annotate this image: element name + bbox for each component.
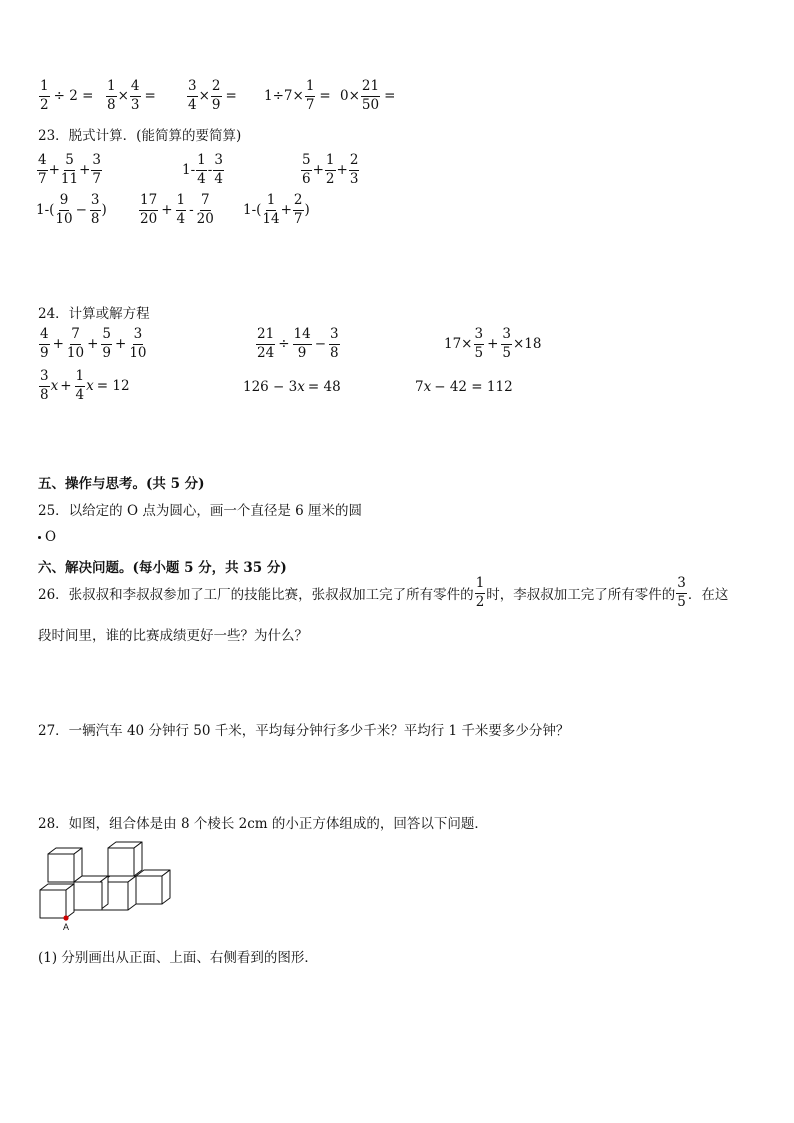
- q24-expr-2: $\frac{21}{24}$ ÷ $\frac{14}{9}$ − $\frac{3}{8}$: [257, 326, 339, 361]
- q25-text: 25．以给定的 O 点为圆心，画一个直径是 6 厘米的圆: [38, 503, 362, 519]
- q23-title: 23．脱式计算．(能简算的要简算): [38, 128, 242, 144]
- cube-bottom-1: [40, 884, 74, 918]
- section-6-heading: 六、解决问题。(每小题 5 分，共 35 分): [38, 560, 287, 576]
- q28-sub1: (1) 分别画出从正面、上面、右侧看到的图形．: [38, 950, 318, 966]
- row0-expr-4: 1÷7× $\frac{1}{7}$ =: [264, 78, 331, 113]
- center-point-label: O: [45, 529, 57, 545]
- q24-expr-6: 7 x − 42 = 112: [415, 379, 513, 395]
- q26-line2: 段时间里，谁的比赛成绩更好一些？为什么？: [38, 628, 308, 644]
- row0-expr-5: 0× $\frac{21}{50}$ =: [340, 78, 396, 113]
- cube-bottom-3: [74, 876, 108, 910]
- q23-expr-1: 4 7 + $\frac{5}{11}$ + $\frac{3}{7}$: [38, 152, 101, 187]
- q26-line1: 26．张叔叔和李叔叔参加了工厂的技能比赛，张叔叔加工完了所有零件的 1 2 时，李叔叔加工完了所有零件的 3 5 ．在这: [38, 575, 729, 610]
- cube-top-left: [48, 848, 82, 882]
- cube-figure: [36, 840, 176, 932]
- q24-expr-1: 4 9 + $\frac{7}{10}$ + $\frac{5}{9}$ + $\frac{3}{10}$: [40, 326, 147, 361]
- center-point-o: [38, 529, 56, 545]
- q28-text: 28．如图，组合体是由 8 个棱长 2cm 的小正方体组成的，回答以下问题．: [38, 816, 488, 832]
- row0-expr-3: $\frac{3}{4}$ × $\frac{2}{9}$ =: [188, 78, 237, 113]
- q24-expr-4: 3 8 x + $\frac{1}{4}$ x = 12: [40, 368, 130, 403]
- q23-expr-3: 5 6 + $\frac{1}{2}$ + $\frac{2}{3}$: [302, 152, 359, 187]
- q23-expr-2: 1- 1 4 - 3 4: [182, 152, 223, 187]
- point-a-dot: [63, 915, 68, 920]
- cube-back-right: [136, 870, 170, 904]
- q27-text: 27．一辆汽车 40 分钟行 50 千米，平均每分钟行多少千米？平均行 1 千米要多少分钟？: [38, 723, 570, 739]
- q23-expr-5: 17 20 + $\frac{1}{4}$ - 7 20: [140, 192, 214, 227]
- q23-expr-6: 1-( 1 14 + $\frac{2}{7}$ ): [243, 192, 310, 227]
- q24-expr-5: 126 − 3 x = 48: [243, 379, 341, 395]
- point-a-label: A: [63, 922, 70, 932]
- q24-expr-3: 17× $\frac{3}{5}$ + $\frac{3}{5}$ ×18: [444, 326, 542, 361]
- row0-expr-1: $\frac{1}{2}$ ÷ 2 =: [40, 78, 94, 113]
- section-5-heading: 五、操作与思考。(共 5 分): [38, 476, 205, 492]
- row0-expr-2: $\frac{1}{8}$ × $\frac{4}{3}$ =: [107, 78, 156, 113]
- cube-top-right: [108, 842, 142, 876]
- q23-expr-4: 1-( 9 10 − $\frac{3}{8}$ ): [36, 192, 107, 227]
- q24-title: 24．计算或解方程: [38, 306, 150, 322]
